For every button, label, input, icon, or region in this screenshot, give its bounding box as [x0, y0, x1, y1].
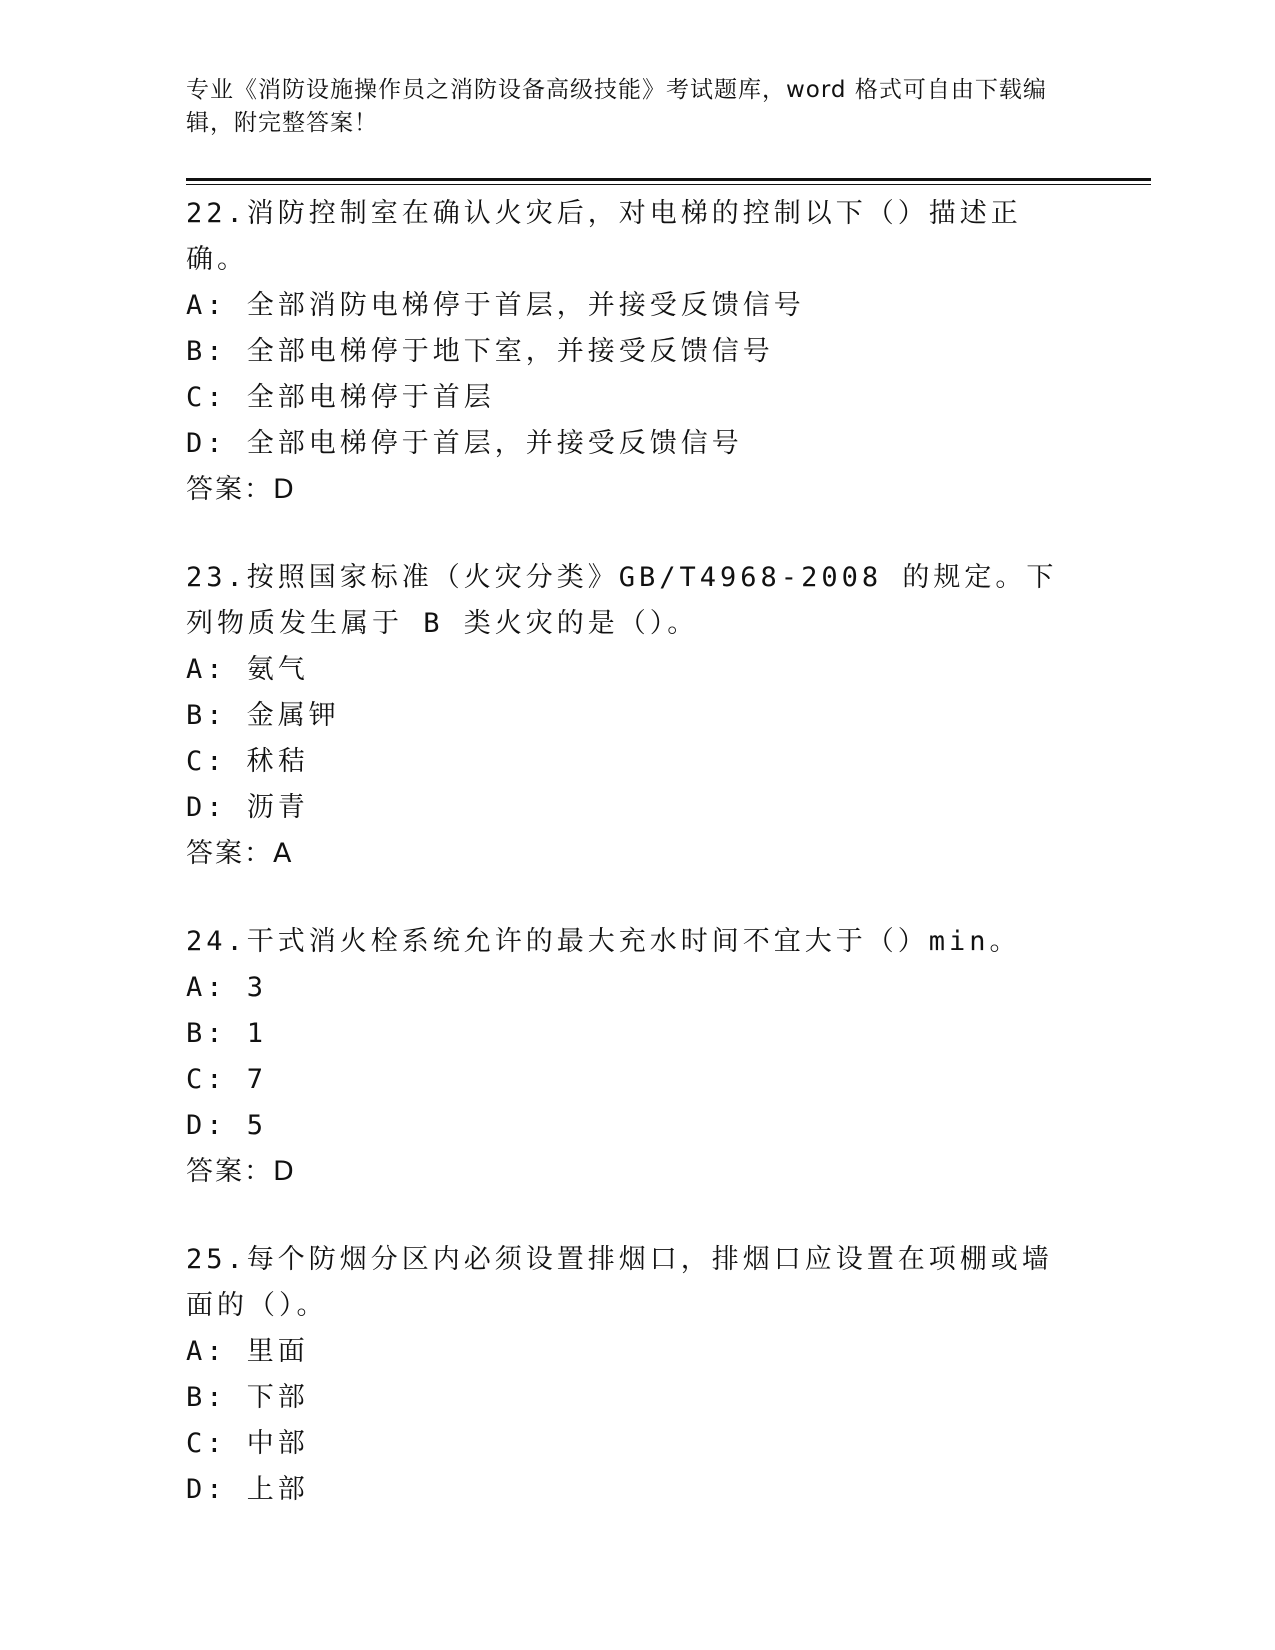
question-stem: 22.消防控制室在确认火灾后，对电梯的控制以下（）描述正确。: [186, 198, 1022, 275]
question-list: [186, 191, 1066, 1555]
option-b: B: 1: [186, 1018, 268, 1049]
header-divider-thick: [186, 178, 1151, 181]
option-a: A: 里面: [186, 1336, 309, 1367]
option-d: D: 全部电梯停于首层，并接受反馈信号: [186, 428, 743, 459]
option-c: C: 中部: [186, 1428, 309, 1459]
option-b: B: 下部: [186, 1382, 309, 1413]
question-stem: 25.每个防烟分区内必须设置排烟口，排烟口应设置在项棚或墙面的（）。: [186, 1244, 1053, 1321]
option-d: D: 上部: [186, 1474, 309, 1505]
option-a: A: 氨气: [186, 654, 309, 685]
question-25: [186, 1237, 1066, 1513]
option-b: B: 全部电梯停于地下室，并接受反馈信号: [186, 336, 774, 367]
option-d: D: 5: [186, 1110, 268, 1141]
option-a: A: 3: [186, 972, 268, 1003]
option-b: B: 金属钾: [186, 700, 340, 731]
answer-line: 答案：D: [186, 474, 296, 505]
answer-line: 答案：D: [186, 1156, 296, 1187]
question-23: [186, 555, 1066, 877]
answer-line: 答案：A: [186, 838, 294, 869]
question-stem: 23.按照国家标准（火灾分类》GB/T4968-2008 的规定。下列物质发生属于 B 类火灾的是（）。: [186, 562, 1058, 639]
option-d: D: 沥青: [186, 792, 309, 823]
question-stem: 24.干式消火栓系统允许的最大充水时间不宜大于（）min。: [186, 926, 1021, 957]
option-c: C: 全部电梯停于首层: [186, 382, 495, 413]
question-22: [186, 191, 1066, 513]
option-c: C: 7: [186, 1064, 268, 1095]
document-header: 专业《消防设施操作员之消防设备高级技能》考试题库，word 格式可自由下载编辑，附完整答案！: [186, 77, 1047, 136]
option-c: C: 秫秸: [186, 746, 309, 777]
question-24: [186, 919, 1066, 1195]
header-divider-thin: [186, 184, 1151, 185]
option-a: A: 全部消防电梯停于首层，并接受反馈信号: [186, 290, 805, 321]
